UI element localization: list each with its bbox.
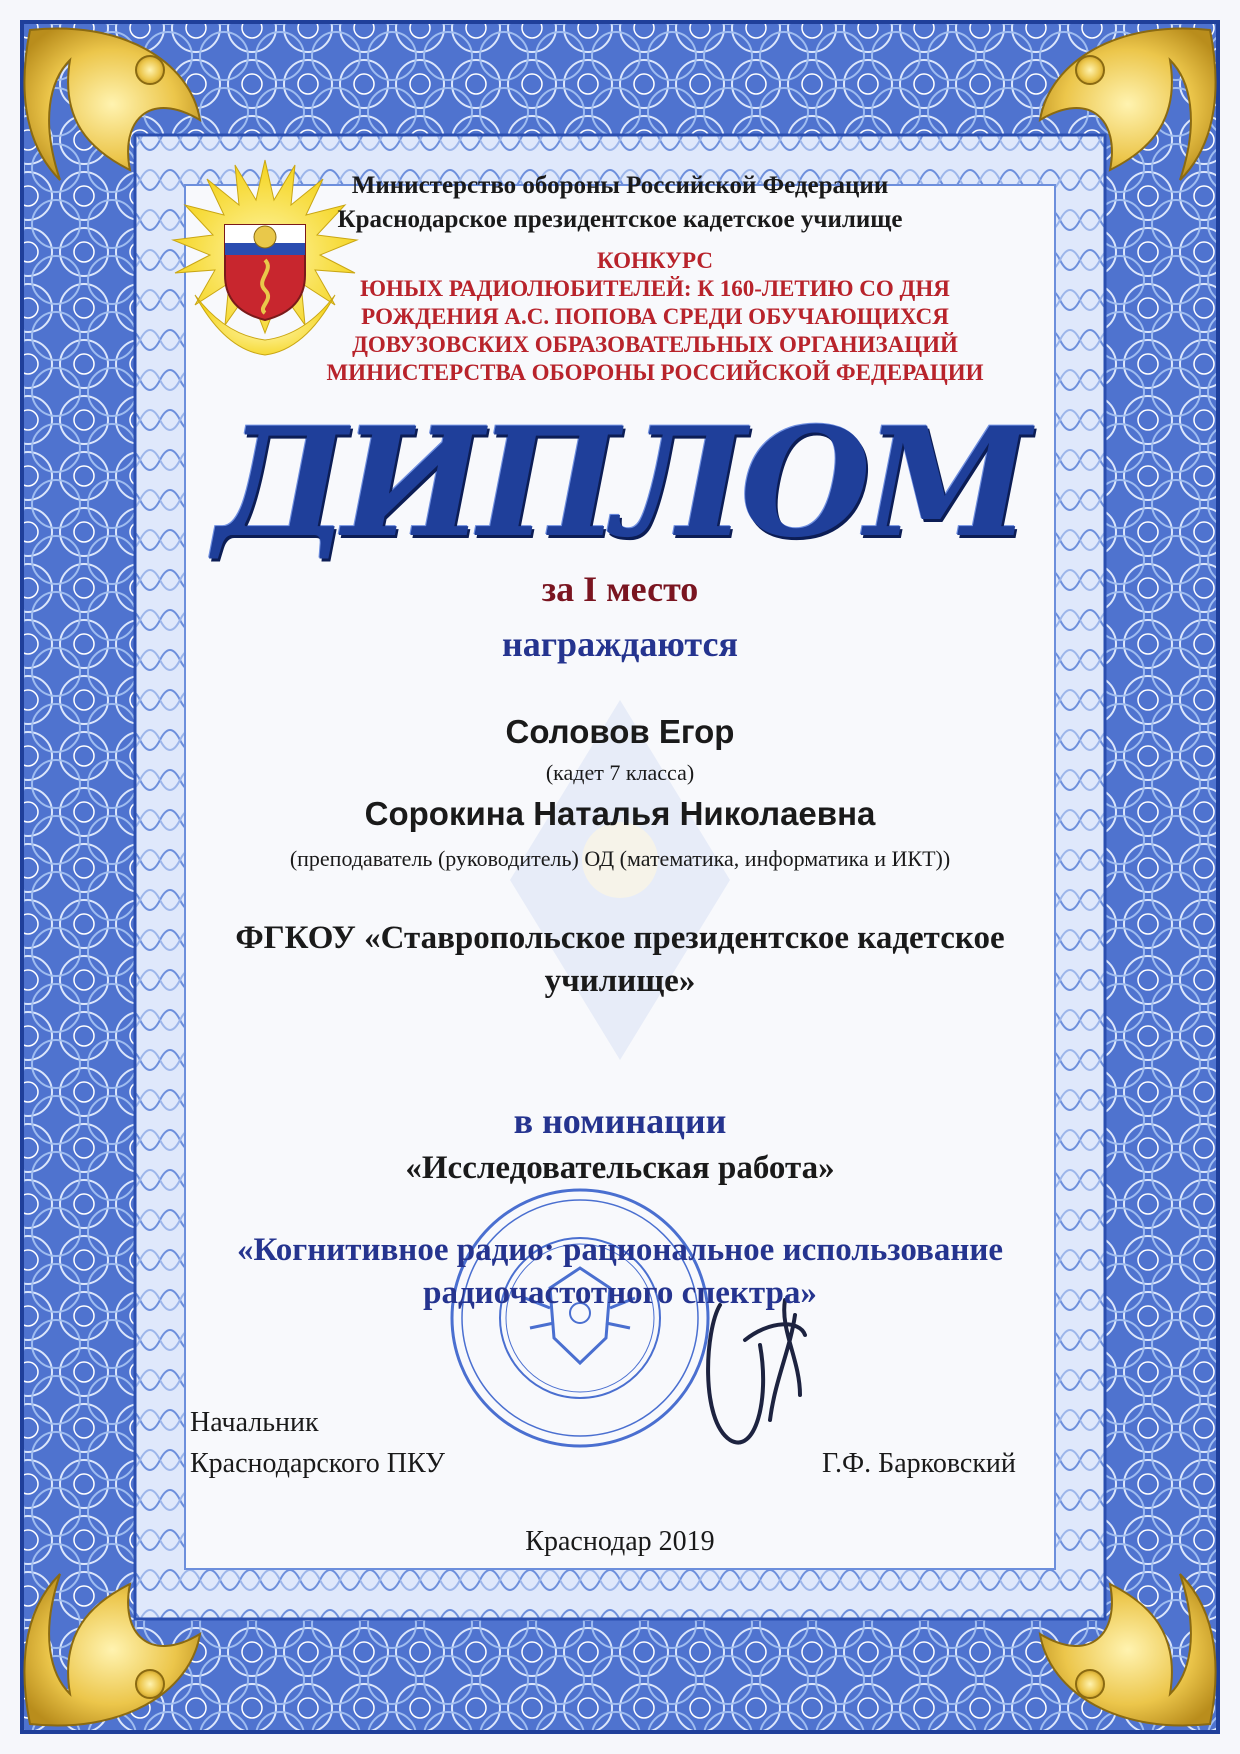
place-year: Краснодар 2019	[525, 1526, 715, 1557]
work-title-line-1: «Когнитивное радио: рациональное использование	[236, 1232, 1004, 1268]
place-line: за I место	[541, 569, 699, 609]
recipient-1-name: Соловов Егор	[505, 713, 735, 750]
organization-line-2: училище»	[544, 963, 696, 999]
signer-position-line-1: Начальник	[190, 1407, 319, 1438]
diploma-title: ДИПЛОМ	[214, 395, 1026, 571]
contest-line-2: ЮНЫХ РАДИОЛЮБИТЕЛЕЙ: К 160-ЛЕТИЮ СО ДНЯ	[360, 276, 950, 301]
signer-position-line-2: Краснодарского ПКУ	[190, 1448, 445, 1479]
recipient-1-role: (кадет 7 класса)	[545, 760, 695, 785]
contest-line-4: ДОВУЗОВСКИХ ОБРАЗОВАТЕЛЬНЫХ ОРГАНИЗАЦИЙ	[352, 332, 958, 357]
work-title-line-2: радиочастотного спектра»	[423, 1275, 817, 1311]
nomination-label: в номинации	[513, 1101, 727, 1141]
contest-line-3: РОЖДЕНИЯ А.С. ПОПОВА СРЕДИ ОБУЧАЮЩИХСЯ	[361, 304, 949, 329]
school-line: Краснодарское президентское кадетское училище	[337, 206, 903, 233]
contest-line-5: МИНИСТЕРСТВА ОБОРОНЫ РОССИЙСКОЙ ФЕДЕРАЦИИ	[326, 360, 984, 385]
nomination-name: «Исследовательская работа»	[405, 1150, 835, 1186]
contest-line-1: КОНКУРС	[597, 248, 713, 273]
awarded-line: награждаются	[501, 624, 739, 664]
recipient-2-name: Сорокина Наталья Николаевна	[364, 795, 876, 832]
ministry-line: Министерство обороны Российской Федерации	[351, 172, 889, 199]
signer-name: Г.Ф. Барковский	[822, 1448, 1016, 1479]
recipient-2-role: (преподаватель (руководитель) ОД (математика, информатика и ИКТ))	[289, 846, 951, 871]
organization-line-1: ФГКОУ «Ставропольское президентское кадетское	[235, 920, 1005, 956]
